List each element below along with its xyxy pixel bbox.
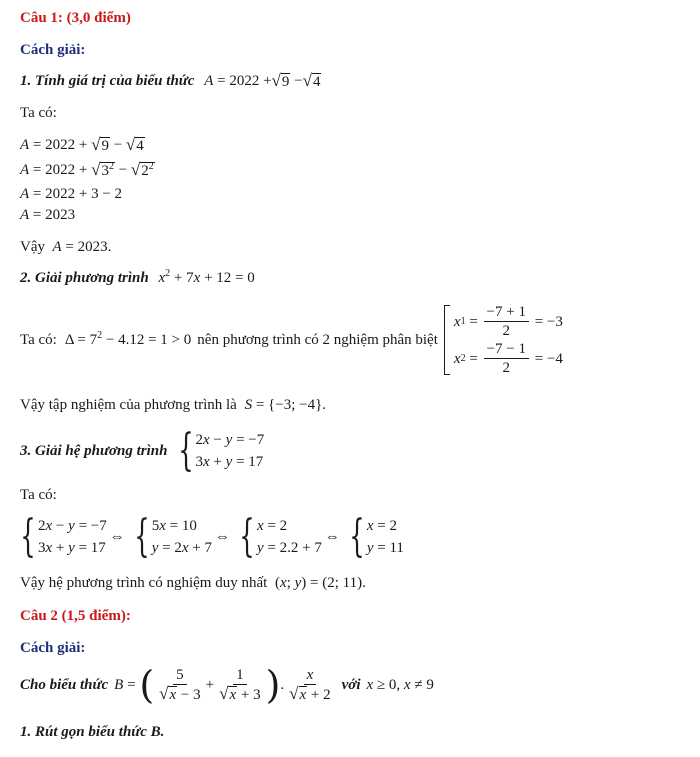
q1-ta-co: Ta có:: [20, 105, 57, 121]
q2-given: Cho biểu thức B = ( 5 √ x − 3 + 1 √ x + 3 ) . x √ x + 2 với x ≥ 0, x ≠ 9: [20, 663, 434, 707]
q1-part2-heading: 2. Giải phương trình: [20, 270, 149, 286]
q1-step2: A = 2022 + √ $3^2$ − √ $2^2$: [20, 159, 154, 179]
q1-title: Câu 1: (3,0 điểm): [20, 10, 131, 26]
q1-part3-steps: { 2x − y = −7 3x + y = 17 ⇔ { 5x = 10 y = 2x + 7 ⇔ { x = 2 y = 2.2 + 7 ⇔ { x = 2 y = 11: [20, 511, 404, 562]
q2-with-label: với: [341, 677, 361, 693]
q1-part2-solution: Ta có: $\Delta = 7^2 - 4.12 = 1 > 0$ nên phương trình có 2 nghiệm phân biệt x 1 = $\frac{-7 + 1}{2}$ = −3 x 2 = $\frac{-7 - 1}{2}$ = −4: [20, 304, 563, 376]
q2-given-label: Cho biểu thức: [20, 677, 109, 693]
q1-part3-intro: Ta có:: [20, 487, 57, 503]
q1-roots: x 1 = $\frac{-7 + 1}{2}$ = −3 x 2 = $\frac{-7 - 1}{2}$ = −4: [444, 303, 563, 377]
q1-part2-conclusion: Vậy tập nghiệm của phương trình là S = {−3; −4}.: [20, 397, 327, 413]
q2-part1-title: 1. Rút gọn biểu thức B.: [20, 724, 165, 740]
q1-part3-conclusion-text: Vậy hệ phương trình có nghiệm duy nhất: [20, 575, 268, 591]
q1-step1: A = 2022 + √ 9 − √ 4: [20, 134, 144, 154]
q1-part2-conclusion-text: Vậy tập nghiệm của phương trình là: [20, 397, 237, 413]
q1-part1-conclusion: Vậy A = 2023.: [20, 239, 112, 255]
q1-step4: A = 2023: [20, 207, 76, 223]
q1-part2-intro: Ta có:: [20, 332, 57, 348]
q1-method-label: Cách giải:: [20, 42, 86, 58]
q1-part1-heading: 1. Tính giá trị của biểu thức: [20, 73, 195, 89]
q1-part3-conclusion: Vậy hệ phương trình có nghiệm duy nhất (x; y) = (2; 11).: [20, 575, 366, 591]
q1-vay-label: Vậy: [20, 239, 45, 255]
q1-part3-title: 3. Giải hệ phương trình { 2x − y = −7 3x + y = 17: [20, 425, 265, 476]
q1-part1-title: 1. Tính giá trị của biểu thức A = 2022 + √ 9 − √ 4: [20, 70, 321, 90]
q1-part3-heading: 3. Giải hệ phương trình: [20, 443, 168, 459]
q1-part2-mid: nên phương trình có 2 nghiệm phân biệt: [197, 332, 438, 348]
q1-part2-title: 2. Giải phương trình $x^2 + 7x + 12 = 0$: [20, 268, 255, 286]
q2-title: Câu 2 (1,5 điểm):: [20, 608, 131, 624]
q1-step3: A = 2022 + 3 − 2: [20, 186, 123, 202]
q2-method-label: Cách giải:: [20, 640, 86, 656]
